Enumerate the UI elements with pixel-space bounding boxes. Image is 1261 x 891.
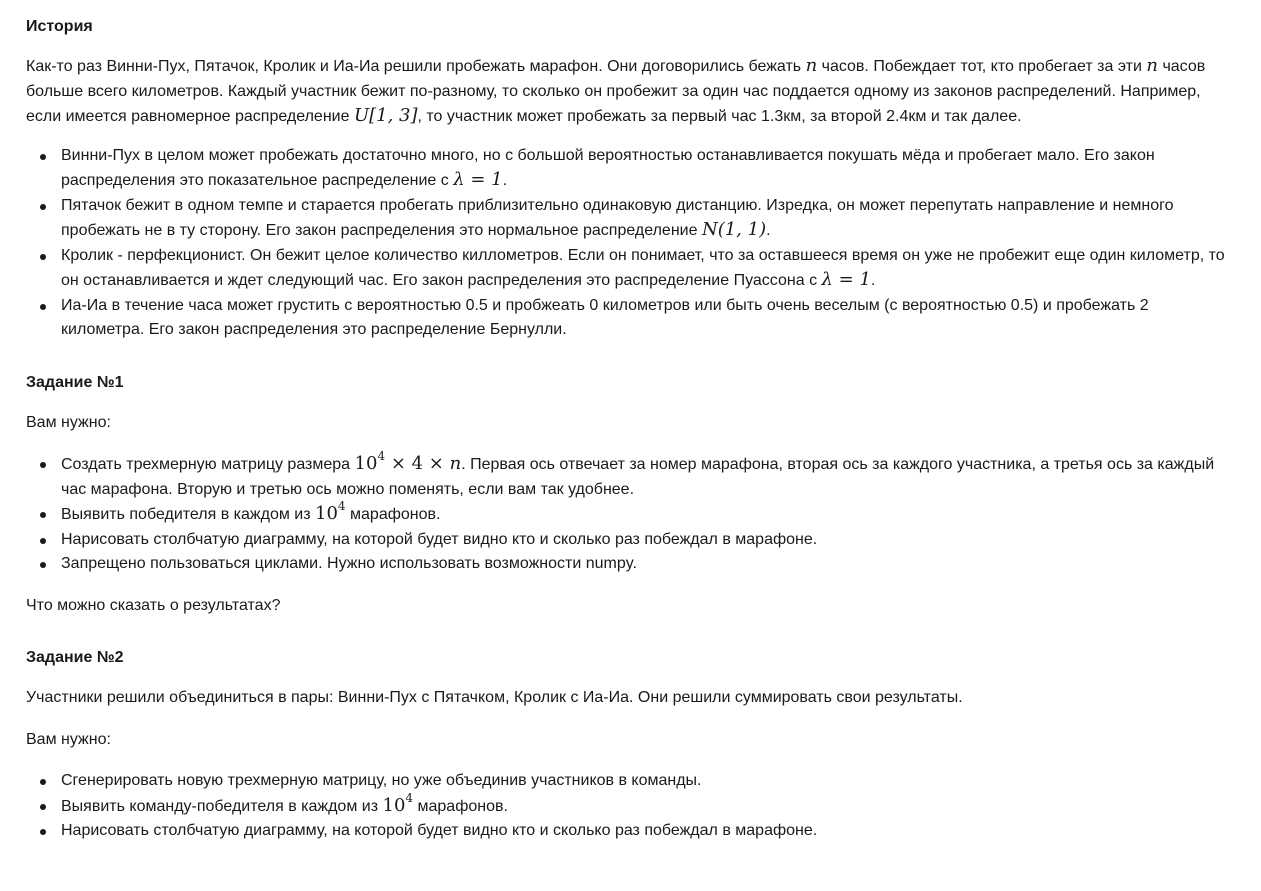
task2-list (26, 769, 1235, 844)
history-text-1: Как-то раз Винни-Пух, Пятачок, Кролик и Иа-Иа решили пробежать марафон. Они договорились бежать (26, 58, 802, 75)
list-item: Кролик - перфекционист. Он бежит целое количество киллометров. Если он понимает, что за оставшееся время он уже не пробежит еще один километр, то он останавливается и ждет следующий час. Его закон распределения это распределение Пуассона с λ = 1. (61, 244, 1235, 294)
math-size: $10^4 \times 4 \times n$ (354, 449, 462, 474)
participants-list (26, 144, 1235, 343)
list-item: Создать трехмерную матрицу размера $10^4 \times 4 \times n$. Первая ось отвечает за номер марафона, вторая ось за каждого участника, а третья ось за каждый час марафона. Вторую и третью ось можно поменять, если вам так удобнее. (61, 452, 1235, 502)
history-text-2: часов. Побеждает тот, кто пробегает за эти (821, 58, 1142, 75)
section-heading-task1: Задание №1 (26, 373, 124, 391)
section-heading-task2: Задание №2 (26, 649, 124, 666)
math-uniform: U[1, 3] (353, 105, 418, 126)
list-item: Иа-Иа в течение часа может грустить с вероятностью 0.5 и пробжеать 0 километров или быть очень веселым (с вероятностью 0.5) и пробежать 2 километра. Его закон распределения это распределение Бернулли. (61, 294, 1235, 343)
math-count: $10^4$ (315, 499, 346, 524)
task1-list (26, 449, 1235, 577)
math-n: n (1146, 55, 1158, 76)
math-normal: N(1, 1) (701, 219, 767, 240)
list-item: Выявить команду-победителя в каждом из $10^4$ марафонов. (61, 794, 1235, 820)
math-n: n (805, 55, 818, 76)
history-text-4: , то участник может пробежать за первый час 1.3км, за второй 2.4км и так далее. (417, 108, 1022, 125)
list-item: Сгенерировать новую трехмерную матрицу, но уже объединив участников в команды. (61, 769, 1235, 794)
task2-need: Вам нужно: (26, 730, 111, 748)
task1-intro: Вам нужно: (26, 413, 111, 431)
math-count: $10^4$ (382, 790, 414, 816)
section-heading-history: История (26, 18, 93, 35)
history-paragraph (26, 54, 1235, 130)
task1-question: Что можно сказать о результатах? (26, 596, 281, 614)
list-item: Пятачок бежит в одном темпе и старается пробегать приблизительно одинаковую дистанцию. Изредка, он может перепутать направление и немного пробежать не в ту сторону. Его закон распределения это нормальное распределение N(1, 1). (61, 194, 1235, 244)
history-text-3: часов больше всего километров. Каждый участник бежит по-разному, то сколько он пробежит за один час поддается одному из законов распределений. Например, если имеется равномерное распределение (26, 58, 1206, 125)
list-item: Нарисовать столбчатую диаграмму, на которой будет видно кто и сколько раз побеждал в марафоне. (61, 819, 1235, 844)
list-item: Винни-Пух в целом может пробежать достаточно много, но с большой вероятностью останавливается покушать мёда и пробегает мало. Его закон распределения это показательное распределение с λ = 1. (61, 144, 1235, 194)
math-lambda: λ = 1 (453, 169, 503, 190)
math-lambda: λ = 1 (821, 269, 871, 290)
list-item: Нарисовать столбчатую диаграмму, на которой будет видно кто и сколько раз побеждал в марафоне. (61, 528, 1235, 553)
list-item: Запрещено пользоваться циклами. Нужно использовать возможности numpy. (61, 552, 1235, 577)
task2-intro: Участники решили объединиться в пары: Винни-Пух с Пятачком, Кролик с Иа-Иа. Они решили суммировать свои результаты. (26, 689, 963, 706)
list-item: Выявить победителя в каждом из $10^4$ марафонов. (61, 502, 1235, 528)
